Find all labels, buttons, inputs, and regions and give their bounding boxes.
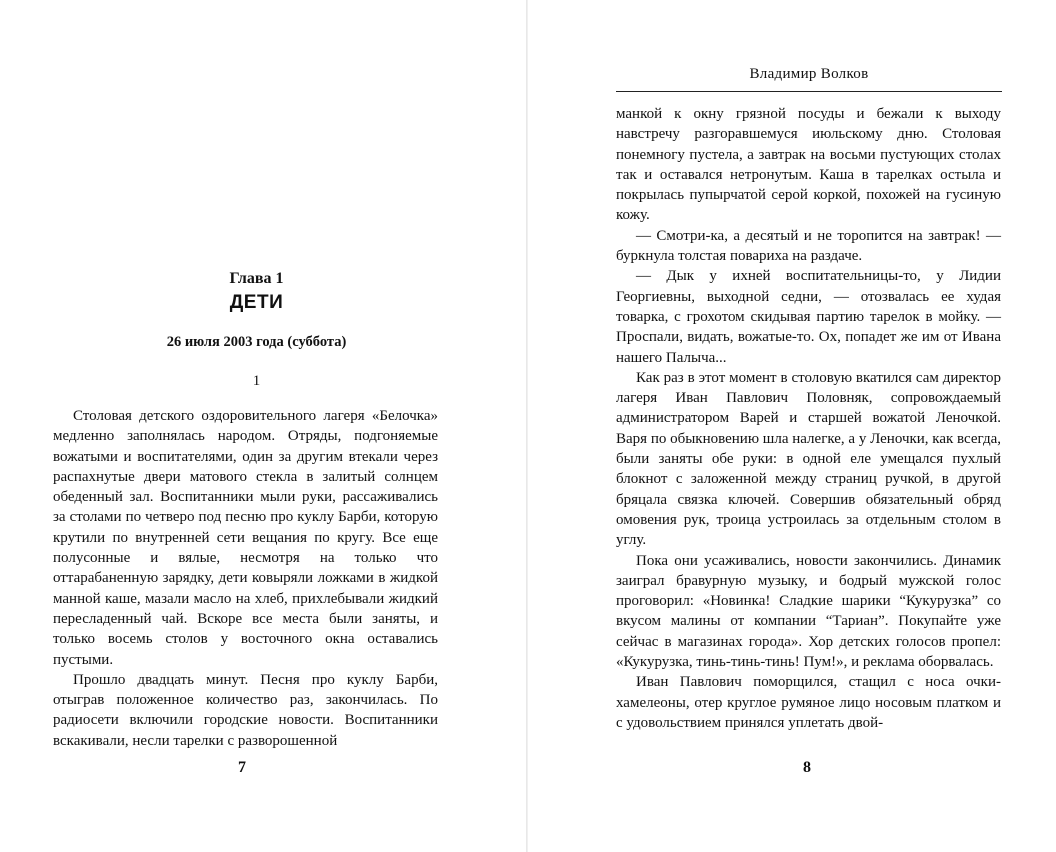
chapter-heading — [64, 268, 449, 390]
paragraph: — Смотри-ка, а десятый и не торопится на завтрак! — буркнула толстая повариха на раздаче. — [616, 227, 1001, 265]
paragraph: Столовая детского оздоровительного лагеря «Белочка» медленно заполнялась народом. Отряды, подгоняемые вожатыми и воспитателями, один за другим втекали через распахнутые двери матового стекла в залитый солнцем обеденный зал. Воспитанники мыли руки, рассаживались за столами по четверо под песню про куклу Барби, которую крутили по внутренней сети вещания по кругу. Все еще полусонные и вялые, несмотря на только что оттарабаненную зарядку, дети ковыряли ложками в жидкой манной каше, мазали масло на хлеб, прихлебывали жидкий пересладенный чай. Вскоре все места были заняты, и только восемь столов у восточного окна оставались пустыми. — [53, 408, 438, 668]
page-number-left: 7 — [238, 759, 246, 776]
right-page-body — [616, 104, 1001, 733]
running-head-rule — [616, 91, 1002, 92]
paragraph: Прошло двадцать минут. Песня про куклу Барби, отыграв положенное количество раз, закончилась. По радиосети включили городские новости. Воспитанники вскакивали, несли тарелки с разворошенной — [53, 671, 438, 749]
running-head: Владимир Волков — [749, 66, 869, 82]
chapter-label: Глава 1 — [229, 270, 284, 287]
section-number: 1 — [252, 373, 261, 389]
left-page-body — [53, 406, 438, 751]
page-number-right: 8 — [803, 759, 811, 776]
paragraph: Пока они усаживались, новости закончились. Динамик заиграл бравурную музыку, и бодрый мужской голос проговорил: «Новинка! Сладкие шарики “Кукурузка” со вкусом малины от компании “Тариан”. Покупайте уже сейчас в магазинах города». Хор детских голосов пропел: «Кукурузка, тинь-тинь-тинь! Пум!», и реклама оборвалась. — [616, 552, 1001, 671]
paragraph: манкой к окну грязной посуды и бежали к выходу навстречу разгоравшемуся июльскому дню. Столовая понемногу пустела, а завтрак на восьми пустующих столах так и оставался нетронутым. Каша в тарелках остыла и покрылась пупырчатой серой коркой, похожей на гусиную кожу. — [616, 106, 1001, 224]
paragraph: Как раз в этот момент в столовую вкатился сам директор лагеря Иван Павлович Половняк, сопровождаемый администратором Варей и старшей вожатой Леночкой. Варя по обыкновению шла налегке, а у Леночки, как всегда, были заняты обе руки: в одной еле умещался пухлый блокнот с заложенной между страниц ручкой, в другой бряцала связка ключей. Совершив обязательный обряд омовения рук, троица устроилась за отдельным столом в углу. — [616, 369, 1001, 549]
paragraph: Иван Павлович поморщился, стащил с носа очки-хамелеоны, отер круглое румяное лицо носовым платком и с удовольствием принялся уплетать двой- — [616, 674, 1001, 731]
chapter-title: ДЕТИ — [229, 292, 284, 313]
paragraph: — Дык у ихней воспитательницы-то, у Лидии Георгиевны, выходной седни, — отозвалась ее худая товарка, с грохотом скидывая партию тарелок в мойку. — Проспали, видать, вожатые-то. Ох, попадет же им от Ивана нашего Палыча... — [616, 268, 1001, 366]
chapter-date: 26 июля 2003 года (суббота) — [166, 334, 347, 350]
